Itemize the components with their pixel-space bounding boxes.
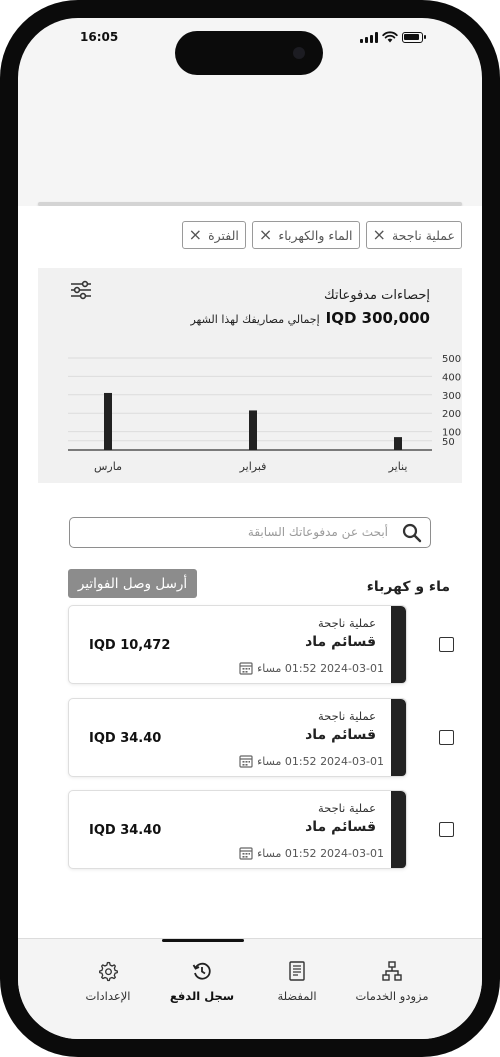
sitemap-icon [381, 960, 403, 982]
y-tick-label: 300 [442, 390, 462, 402]
chip-label: الماء والكهرباء [278, 227, 353, 243]
chart-bar [104, 393, 112, 450]
dynamic-island [175, 31, 323, 75]
card-accent [391, 699, 406, 777]
nav-item-settings[interactable] [58, 960, 158, 1010]
card-accent [391, 791, 406, 869]
nav-label: سجل الدفع [169, 989, 235, 1003]
stats-amount-row [190, 309, 430, 327]
close-icon[interactable]: × [258, 225, 273, 244]
chart-bar [394, 437, 402, 450]
invoice-checkbox[interactable] [439, 822, 454, 837]
filter-chip-success[interactable] [366, 221, 462, 249]
invoice-amount: IQD 34.40 [89, 823, 162, 838]
invoice-card[interactable] [68, 698, 407, 777]
invoice-checkbox[interactable] [439, 637, 454, 652]
nav-item-favorites[interactable] [247, 960, 347, 1010]
invoice-date-row [239, 754, 384, 768]
stats-total-amount: IQD 300,000 [325, 309, 430, 327]
gear-icon [97, 960, 119, 982]
invoice-status: عملية ناجحة [317, 801, 376, 815]
close-icon[interactable]: × [188, 225, 203, 244]
nav-item-service-providers[interactable] [342, 960, 442, 1010]
stats-title: إحصاءات مدفوعاتك [324, 288, 430, 303]
invoice-date-row [239, 846, 384, 860]
calendar-icon [239, 846, 253, 860]
signal-icon [360, 32, 378, 43]
card-accent [391, 606, 406, 684]
sliders-icon[interactable] [70, 280, 92, 300]
nav-label: المفضلة [277, 989, 317, 1003]
status-icons [360, 31, 426, 45]
invoice-amount: IQD 34.40 [89, 731, 162, 746]
y-tick-label: 100 [442, 427, 462, 439]
invoice-date: 2024-03-01 01:52 مساء [257, 754, 384, 768]
battery-icon [402, 32, 423, 43]
status-time: 16:05 [80, 30, 119, 44]
filter-chip-utilities[interactable] [252, 221, 360, 249]
x-tick-label: مارس [94, 460, 122, 473]
close-icon[interactable]: × [372, 225, 386, 244]
y-tick-label: 50 [442, 436, 455, 448]
x-tick-label: فبراير [239, 460, 267, 473]
app-screen [18, 18, 482, 1039]
group-title: ماء و كهرباء [366, 579, 450, 595]
invoice-merchant: قسائم ماد [305, 634, 376, 650]
calendar-icon [239, 661, 253, 675]
x-tick-label: يناير [388, 460, 408, 473]
y-tick-label: 400 [442, 372, 462, 384]
nav-item-payment-history[interactable] [152, 960, 252, 1010]
invoice-checkbox[interactable] [439, 730, 454, 745]
search-input[interactable] [69, 517, 431, 548]
invoice-status: عملية ناجحة [317, 709, 376, 723]
invoice-date-row [239, 661, 384, 675]
stats-card [38, 268, 462, 483]
bottom-nav [18, 938, 482, 1039]
y-tick-label: 500 [442, 354, 462, 365]
history-icon [191, 960, 213, 982]
chip-label: عملية ناجحة [391, 227, 455, 243]
invoice-row[interactable] [68, 790, 467, 869]
nav-label: الإعدادات [85, 989, 131, 1003]
receipt-icon [286, 960, 308, 982]
invoice-merchant: قسائم ماد [305, 819, 376, 835]
search-icon[interactable] [402, 523, 422, 543]
invoice-date: 2024-03-01 01:52 مساء [257, 846, 384, 860]
calendar-icon [239, 754, 253, 768]
chip-label: الفترة [208, 227, 239, 243]
home-indicator[interactable] [162, 939, 244, 942]
invoice-row[interactable] [68, 698, 467, 777]
invoice-merchant: قسائم ماد [305, 727, 376, 743]
chart-bar [249, 410, 257, 450]
stats-subtitle: إجمالي مصاريفك لهذا الشهر [190, 313, 320, 326]
invoice-status: عملية ناجحة [317, 616, 376, 630]
y-tick-label: 200 [442, 409, 462, 421]
filter-chips [182, 221, 462, 249]
invoice-row[interactable] [68, 605, 467, 684]
status-bar [18, 18, 482, 58]
payments-content [18, 206, 482, 938]
nav-label: مزودو الخدمات [355, 989, 429, 1003]
wifi-icon [382, 31, 398, 43]
filter-chip-period[interactable] [182, 221, 246, 249]
payments-bar-chart [38, 348, 462, 476]
send-invoices-button[interactable]: أرسل وصل الفواتير [68, 569, 197, 598]
camera-icon [293, 47, 305, 59]
invoice-card[interactable] [68, 790, 407, 869]
invoice-date: 2024-03-01 01:52 مساء [257, 661, 384, 675]
invoice-card[interactable] [68, 605, 407, 684]
invoice-amount: IQD 10,472 [89, 638, 171, 653]
search-placeholder: أبحث عن مدفوعاتك السابقة [247, 525, 388, 539]
